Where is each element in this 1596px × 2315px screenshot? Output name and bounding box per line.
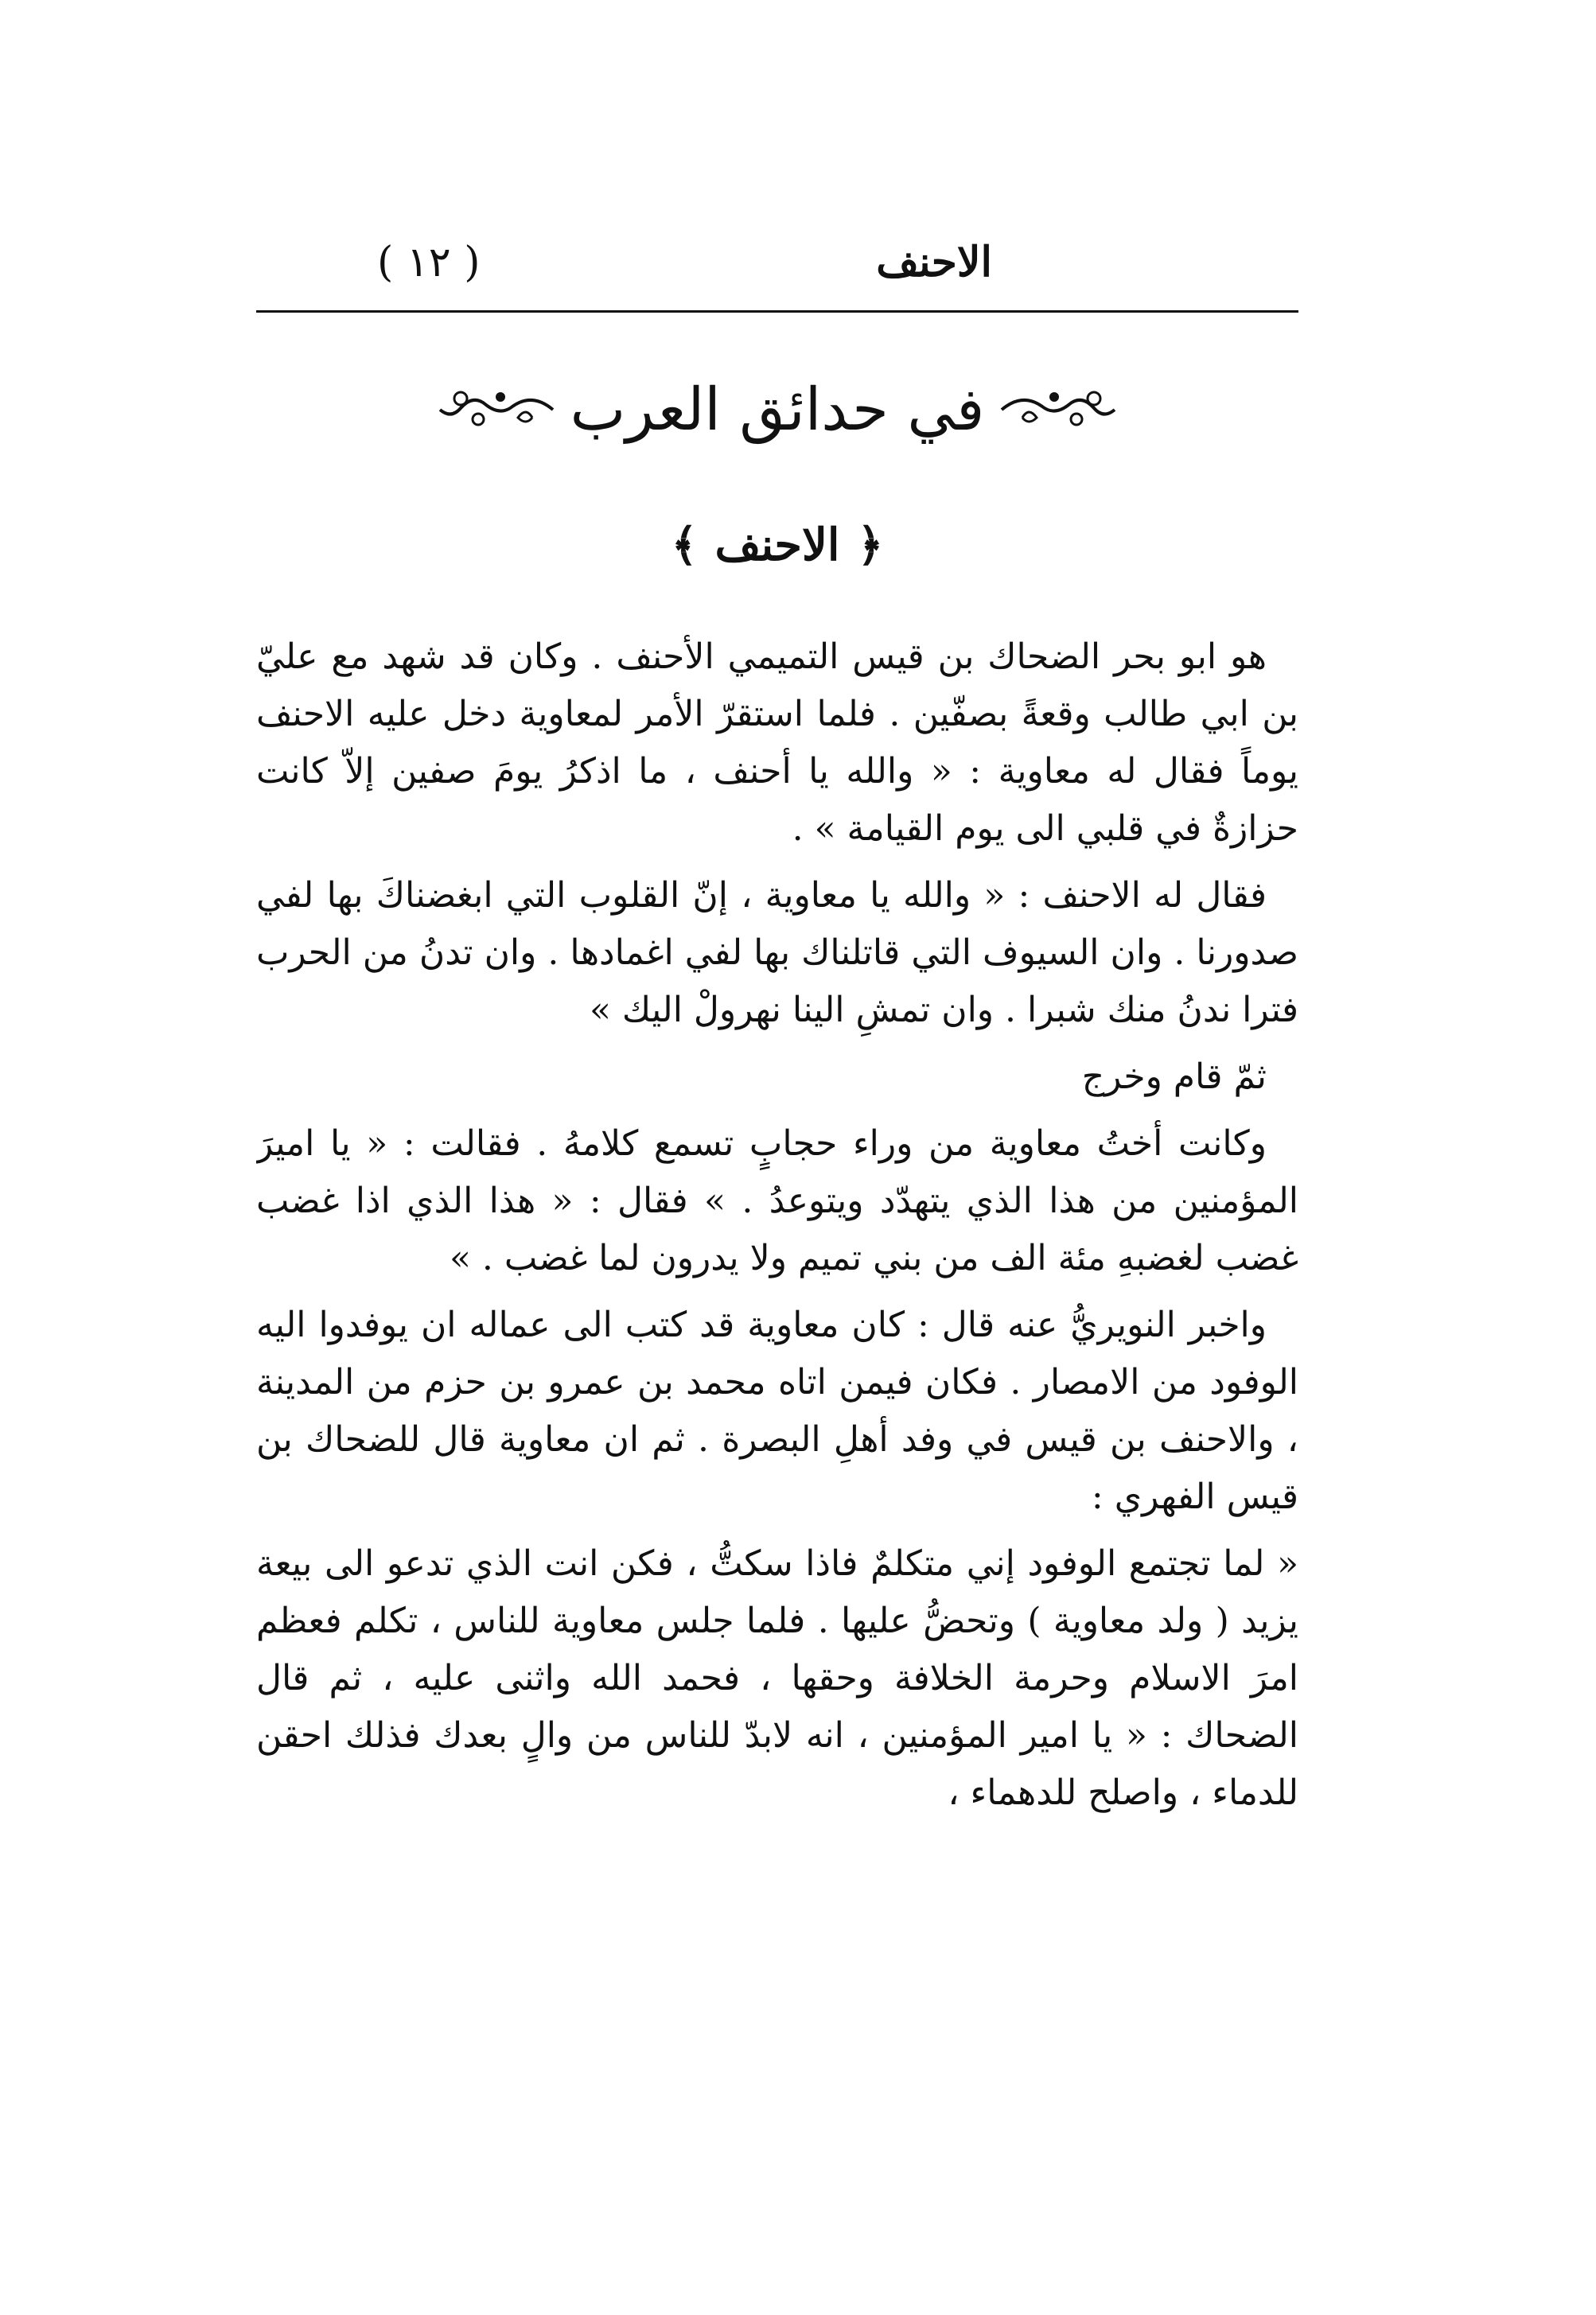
chapter-title xyxy=(256,509,1298,581)
header-rule xyxy=(256,310,1298,313)
section-banner xyxy=(256,350,1298,469)
chapter-open-bracket: ﴿ xyxy=(857,519,884,571)
floral-ornament-icon xyxy=(998,386,1118,434)
body-text xyxy=(256,628,1298,2180)
paragraph: واخبر النويريُّ عنه قال : كان معاوية قد كتب الى عماله ان يوفدوا اليه الوفود من الامصار . فكان فيمن اتاه محمد بن عمرو بن حزم من المدينة ، والاحنف بن قيس في وفد أهلِ البصرة . ثم ان معاوية قال للضحاك بن قيس الفهري : xyxy=(256,1305,1298,1517)
paragraph: هو ابو بحر الضحاك بن قيس التميمي الأحنف . وكان قد شهد مع عليّ بن ابي طالب وقعةً بصفّين . فلما استقرّ الأمر لمعاوية دخل عليه الاحنف يوماً فقال له معاوية : « والله يا أحنف ، ما اذكرُ يومَ صفين إلاّ كانت حزازةٌ في قلبي الى يوم القيامة » . xyxy=(256,636,1298,849)
chapter-heading: الاحنف xyxy=(714,519,840,571)
running-header xyxy=(256,231,1298,294)
floral-ornament-icon xyxy=(437,386,556,434)
paragraph: فقال له الاحنف : « والله يا معاوية ، إنّ القلوب التي ابغضناكَ بها لفي صدورنا . وان السيوف التي قاتلناك بها لفي اغمادها . وان تدنُ من الحرب فترا ندنُ منك شبرا . وان تمشِ الينا نهرولْ اليك » xyxy=(256,875,1298,1030)
paragraph: وكانت أختُ معاوية من وراء حجابٍ تسمع كلامهُ . فقالت : « يا اميرَ المؤمنين من هذا الذي يتهدّد ويتوعدُ . » فقال : « هذا الذي اذا غضب غضب لغضبهِ مئة الف من بني تميم ولا يدرون لما غضب . » xyxy=(256,1123,1298,1278)
page-number: ( ١٢ ) xyxy=(377,239,481,286)
chapter-close-bracket: ﴾ xyxy=(671,519,698,571)
running-title: الاحنف xyxy=(876,238,992,286)
banner-title: في حدائق العرب xyxy=(570,375,985,444)
paragraph: ثمّ قام وخرج xyxy=(1081,1056,1267,1097)
paragraph: « لما تجتمع الوفود إني متكلمٌ فاذا سكتُّ ، فكن انت الذي تدعو الى بيعة يزيد ( ولد معاوية ) وتحضُّ عليها . فلما جلس معاوية للناس ، تكلم فعظم امرَ الاسلام وحرمة الخلافة وحقها ، فحمد الله واثنى عليه ، ثم قال الضحاك : « يا امير المؤمنين ، انه لابدّ للناس من والٍ بعدك فذلك احقن للدماء ، واصلح للدهماء ، xyxy=(256,1543,1298,1813)
